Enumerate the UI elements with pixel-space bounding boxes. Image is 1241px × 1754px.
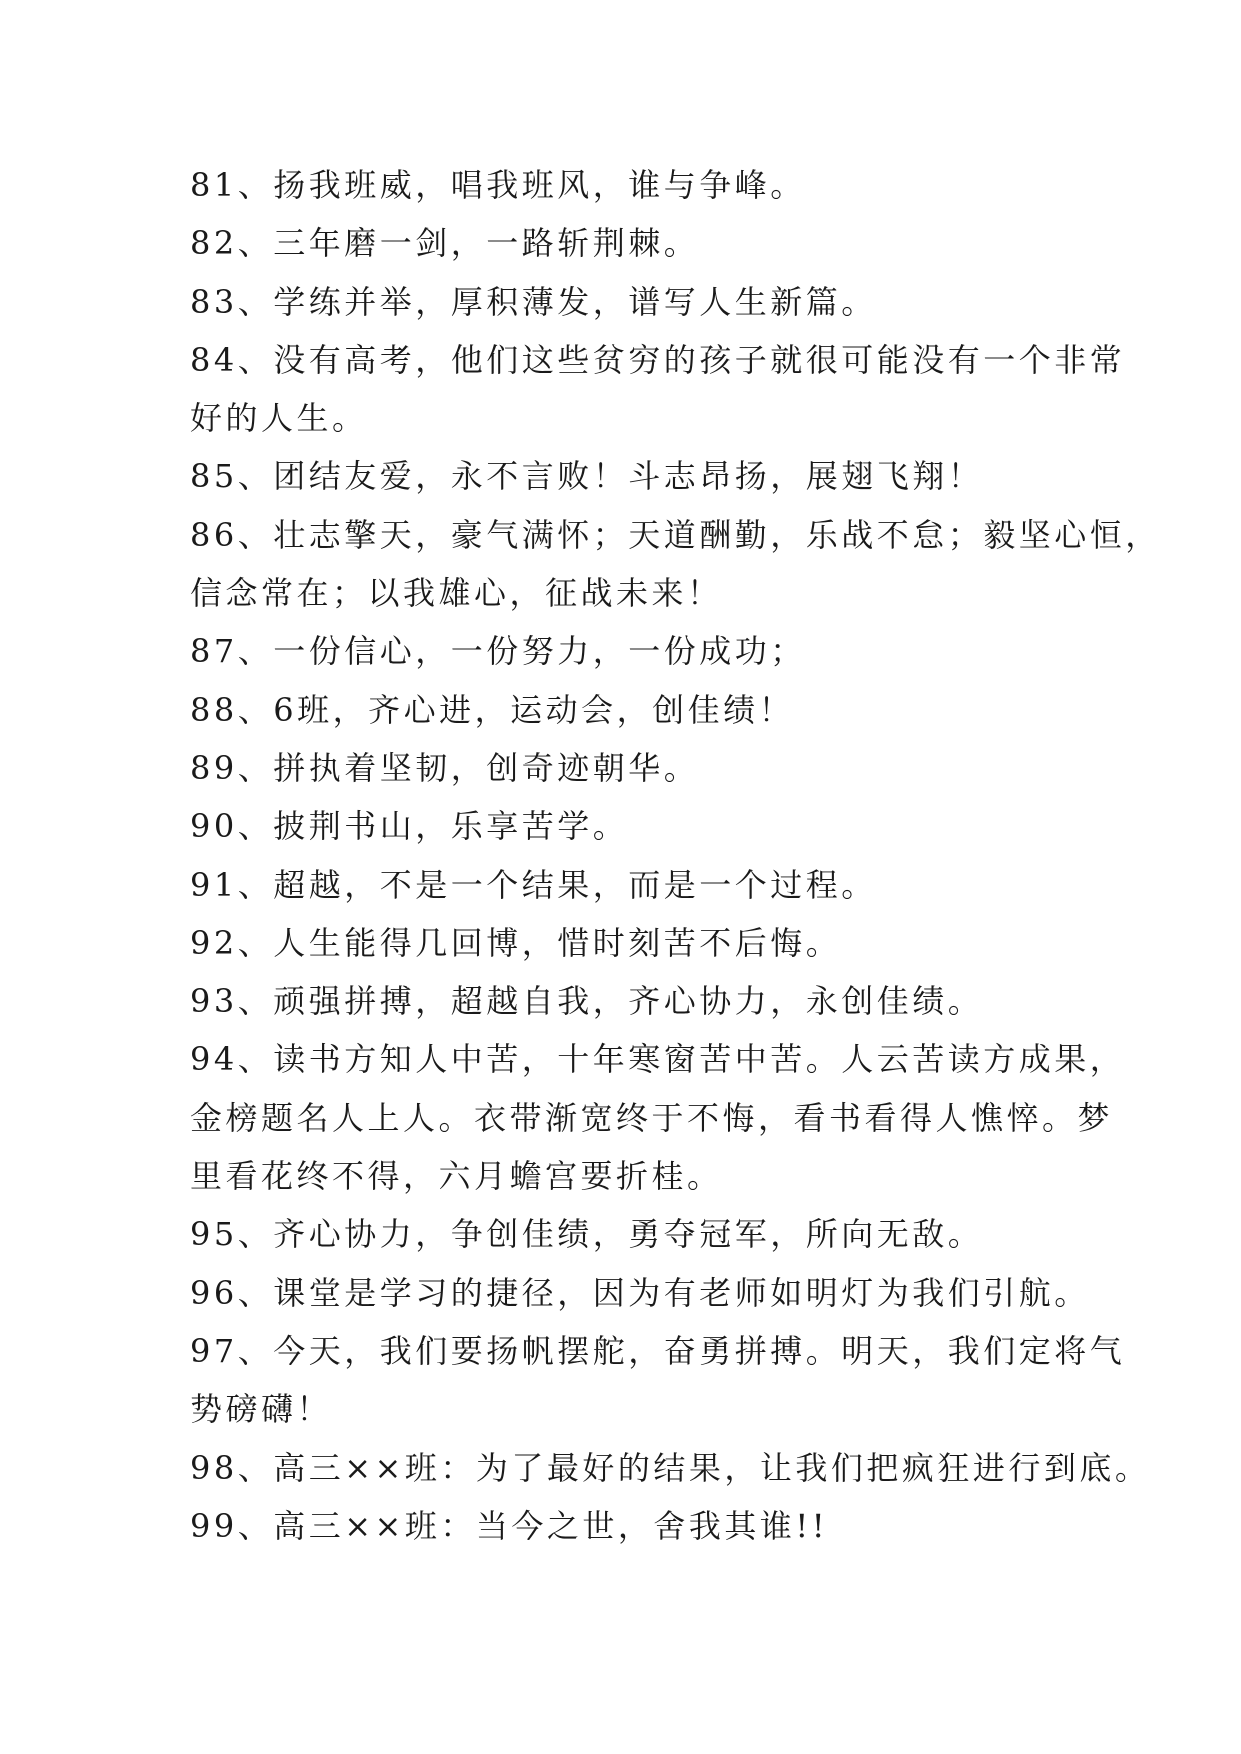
text-line: 97、今天，我们要扬帆摆舵，奋勇拼搏。明天，我们定将气: [190, 1331, 1126, 1370]
text-line: 95、齐心协力，争创佳绩，勇夺冠军，所向无敌。: [190, 1215, 984, 1254]
text-line: 99、高三××班：当今之世，舍我其谁!!: [190, 1506, 829, 1545]
text-line: 好的人生。: [190, 399, 368, 438]
text-line: 90、披荆书山，乐享苦学。: [190, 807, 629, 846]
text-line: 85、团结友爱，永不言败！斗志昂扬，展翅飞翔！: [190, 457, 984, 496]
text-line: 里看花终不得，六月蟾宫要折桂。: [190, 1157, 723, 1196]
text-line: 势磅礴！: [190, 1390, 333, 1429]
text-line: 98、高三××班：为了最好的结果，让我们把疯狂进行到底。: [190, 1448, 1151, 1487]
text-line: 81、扬我班威，唱我班风，谁与争峰。: [190, 166, 806, 204]
text-line: 87、一份信心，一份努力，一份成功；: [190, 632, 806, 671]
text-line: 94、读书方知人中苦，十年寒窗苦中苦。人云苦读方成果，: [190, 1040, 1126, 1079]
text-line: 84、没有高考，他们这些贫穷的孩子就很可能没有一个非常: [190, 340, 1126, 379]
text-line: 金榜题名人上人。衣带渐宽终于不悔，看书看得人憔悴。梦: [190, 1098, 1114, 1137]
text-line: 86、壮志擎天，豪气满怀；天道酬勤，乐战不怠；毅坚心恒，: [190, 515, 1161, 554]
text-line: 92、人生能得几回博，惜时刻苦不后悔。: [190, 923, 842, 962]
text-line: 88、6班，齐心进，运动会，创佳绩！: [190, 690, 795, 729]
text-line: 信念常在；以我雄心，征战未来！: [190, 574, 723, 613]
text-line: 96、课堂是学习的捷径，因为有老师如明灯为我们引航。: [190, 1273, 1090, 1312]
text-line: 82、三年磨一剑，一路斩荆棘。: [190, 224, 700, 263]
text-line: 83、学练并举，厚积薄发，谱写人生新篇。: [190, 282, 877, 321]
text-line: 91、超越，不是一个结果，而是一个过程。: [190, 865, 877, 904]
text-line: 89、拼执着坚韧，创奇迹朝华。: [190, 748, 700, 787]
text-line: 93、顽强拼搏，超越自我，齐心协力，永创佳绩。: [190, 982, 984, 1021]
document-body: [190, 156, 1161, 1555]
